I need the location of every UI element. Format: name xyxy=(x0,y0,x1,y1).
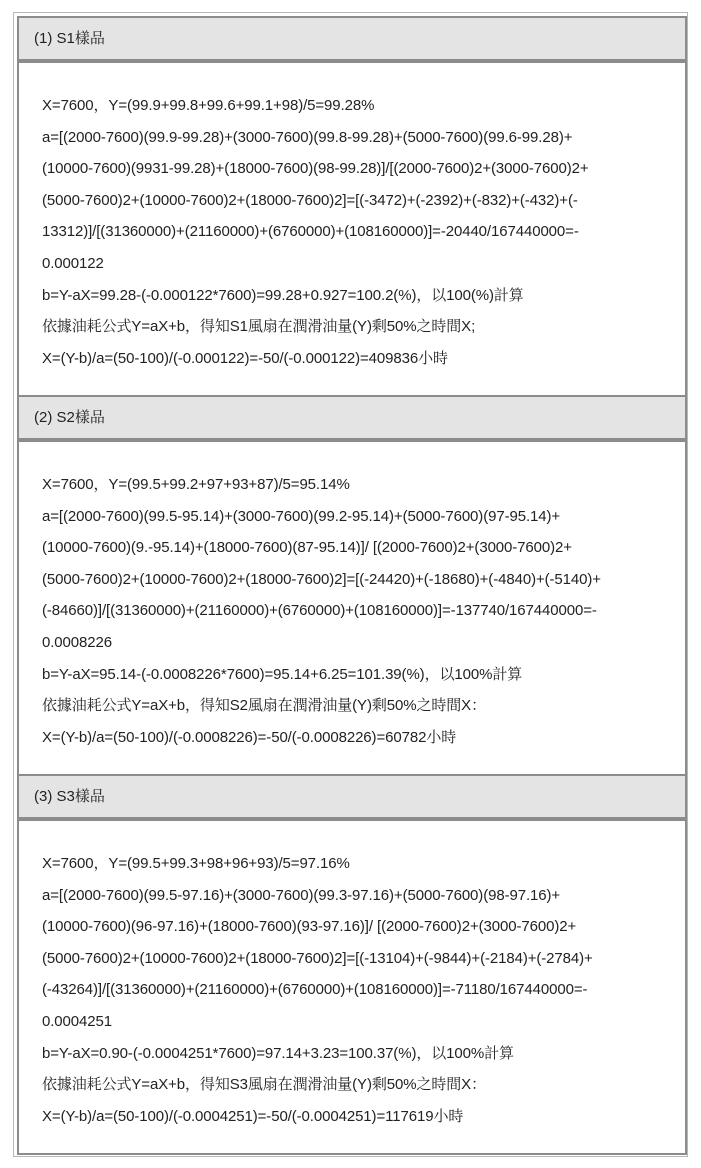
formula-line: (10000-7600)(9.-95.14)+(18000-7600)(87-95.14)]/ [(2000-7600)2+(3000-7600)2+ xyxy=(42,539,572,557)
formula-line: (-43264)]/[(31360000)+(21160000)+(6760000)+(108160000)]=-71180/167440000=- xyxy=(42,981,588,999)
formula-line: 0.000122 xyxy=(42,254,104,272)
section-header-s3 xyxy=(17,774,687,819)
formula-line: (5000-7600)2+(10000-7600)2+(18000-7600)2]=[(-13104)+(-9844)+(-2184)+(-2784)+ xyxy=(42,949,593,967)
section-body-s1 xyxy=(17,61,687,396)
formula-line: X=(Y-b)/a=(50-100)/(-0.0004251)=-50/(-0.0004251)=117619小時 xyxy=(42,1107,464,1125)
formula-line: a=[(2000-7600)(99.9-99.28)+(3000-7600)(99.8-99.28)+(5000-7600)(99.6-99.28)+ xyxy=(42,128,573,146)
bottom-divider xyxy=(17,1153,687,1155)
section-header-s1 xyxy=(17,16,687,61)
formula-line: a=[(2000-7600)(99.5-95.14)+(3000-7600)(99.2-95.14)+(5000-7600)(97-95.14)+ xyxy=(42,507,561,525)
formula-line: b=Y-aX=99.28-(-0.000122*7600)=99.28+0.927=100.2(%)，以100(%)計算 xyxy=(42,286,524,304)
section-title: (3) S3樣品 xyxy=(34,788,105,805)
section-header-s2 xyxy=(17,395,687,440)
formula-line: (10000-7600)(96-97.16)+(18000-7600)(93-97.16)]/ [(2000-7600)2+(3000-7600)2+ xyxy=(42,918,577,936)
formula-line: (10000-7600)(9931-99.28)+(18000-7600)(98-99.28)]/[(2000-7600)2+(3000-7600)2+ xyxy=(42,160,589,178)
section-title: (2) S2樣品 xyxy=(34,409,105,426)
formula-line: X=7600，Y=(99.5+99.3+98+96+93)/5=97.16% xyxy=(42,855,350,872)
formula-line: 13312)]/[(31360000)+(21160000)+(6760000)+(108160000)]=-20440/167440000=- xyxy=(42,223,579,241)
formula-line: 依據油耗公式Y=aX+b，得知S3風扇在潤滑油量(Y)剩50%之時間X： xyxy=(42,1076,486,1094)
formula-line: (-84660)]/[(31360000)+(21160000)+(6760000)+(108160000)]=-137740/167440000=- xyxy=(42,602,597,620)
formula-line: 0.0004251 xyxy=(42,1012,113,1030)
formula-line: b=Y-aX=95.14-(-0.0008226*7600)=95.14+6.25=101.39(%)，以100%計算 xyxy=(42,665,523,683)
formula-line: a=[(2000-7600)(99.5-97.16)+(3000-7600)(99.3-97.16)+(5000-7600)(98-97.16)+ xyxy=(42,886,561,904)
formula-line: X=7600，Y=(99.9+99.8+99.6+99.1+98)/5=99.28% xyxy=(42,97,375,114)
formula-line: 0.0008226 xyxy=(42,633,113,651)
formula-line: X=(Y-b)/a=(50-100)/(-0.0008226)=-50/(-0.0008226)=60782小時 xyxy=(42,728,457,746)
section-body-s2 xyxy=(17,440,687,775)
formula-line: b=Y-aX=0.90-(-0.0004251*7600)=97.14+3.23=100.37(%)，以100%計算 xyxy=(42,1044,514,1062)
formula-line: 依據油耗公式Y=aX+b，得知S1風扇在潤滑油量(Y)剩50%之時間X; xyxy=(42,318,476,336)
formula-line: 依據油耗公式Y=aX+b，得知S2風扇在潤滑油量(Y)剩50%之時間X： xyxy=(42,697,486,715)
section-title: (1) S1樣品 xyxy=(34,30,105,47)
formula-line: (5000-7600)2+(10000-7600)2+(18000-7600)2]=[(-24420)+(-18680)+(-4840)+(-5140)+ xyxy=(42,570,601,588)
formula-line: X=7600，Y=(99.5+99.2+97+93+87)/5=95.14% xyxy=(42,476,350,493)
formula-line: X=(Y-b)/a=(50-100)/(-0.000122)=-50/(-0.000122)=409836小時 xyxy=(42,349,448,367)
section-body-s3 xyxy=(17,819,687,1153)
formula-line: (5000-7600)2+(10000-7600)2+(18000-7600)2]=[(-3472)+(-2392)+(-832)+(-432)+(- xyxy=(42,191,578,209)
